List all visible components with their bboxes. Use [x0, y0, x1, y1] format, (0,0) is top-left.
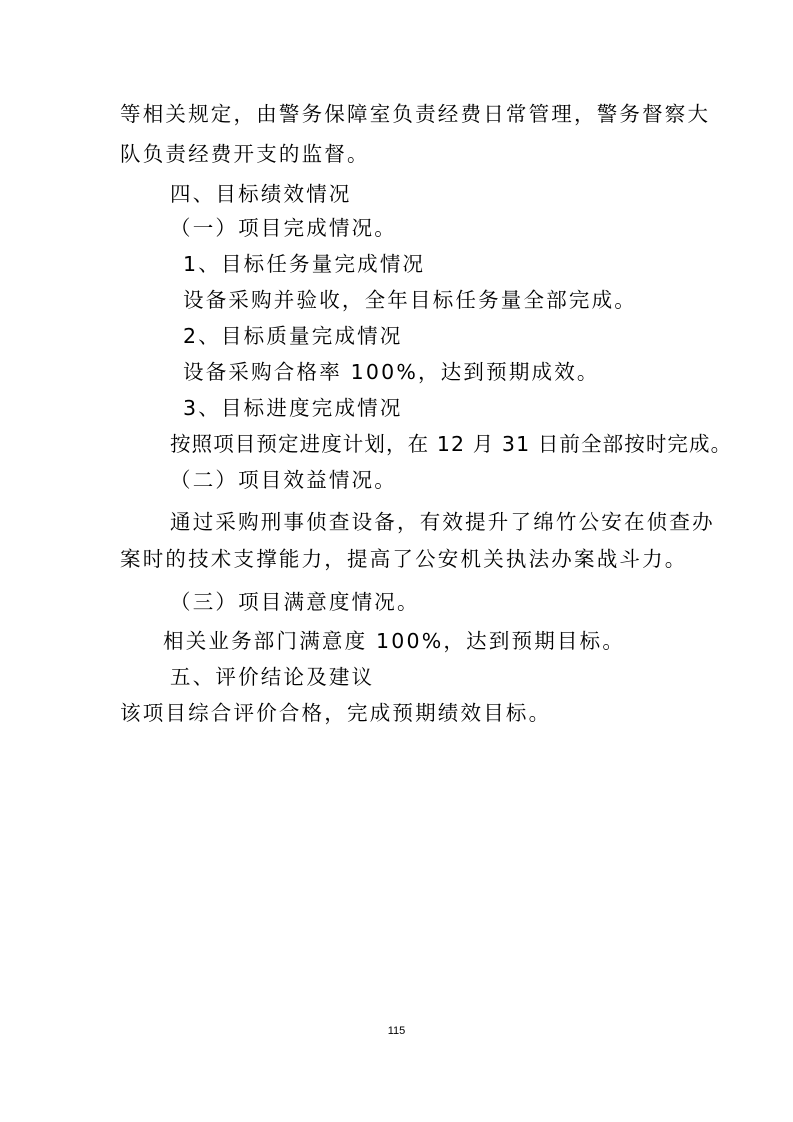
item-text-2: 设备采购合格率 100%，达到预期成效。 — [183, 360, 600, 384]
item-heading-1: 1、目标任务量完成情况 — [183, 252, 426, 276]
subsection-heading-1: （一）项目完成情况。 — [170, 216, 397, 240]
subsection-heading-3: （三）项目满意度情况。 — [170, 590, 420, 614]
subsection-heading-2: （二）项目效益情况。 — [170, 468, 397, 492]
item-text-1: 设备采购并验收，全年目标任务量全部完成。 — [183, 288, 637, 312]
satisfaction-text: 相关业务部门满意度 100%，达到预期目标。 — [163, 629, 626, 653]
item-heading-2: 2、目标质量完成情况 — [183, 324, 403, 348]
section-heading-4: 四、目标绩效情况 — [170, 182, 352, 206]
paragraph-line-2: 队负责经费开支的监督。 — [120, 142, 370, 166]
paragraph-line-1: 等相关规定，由警务保障室负责经费日常管理，警务督察大 — [120, 102, 711, 126]
item-heading-3: 3、目标进度完成情况 — [183, 396, 403, 420]
item-text-3: 按照项目预定进度计划，在 12 月 31 日前全部按时完成。 — [170, 432, 733, 456]
section-heading-5: 五、评价结论及建议 — [170, 665, 375, 689]
page-number: 115 — [387, 1025, 406, 1037]
paragraph-line-4: 案时的技术支撑能力，提高了公安机关执法办案战斗力。 — [120, 547, 688, 571]
paragraph-line-3: 通过采购刑事侦查设备，有效提升了绵竹公安在侦查办 — [170, 510, 715, 534]
conclusion-text: 该项目综合评价合格，完成预期绩效目标。 — [120, 701, 552, 725]
